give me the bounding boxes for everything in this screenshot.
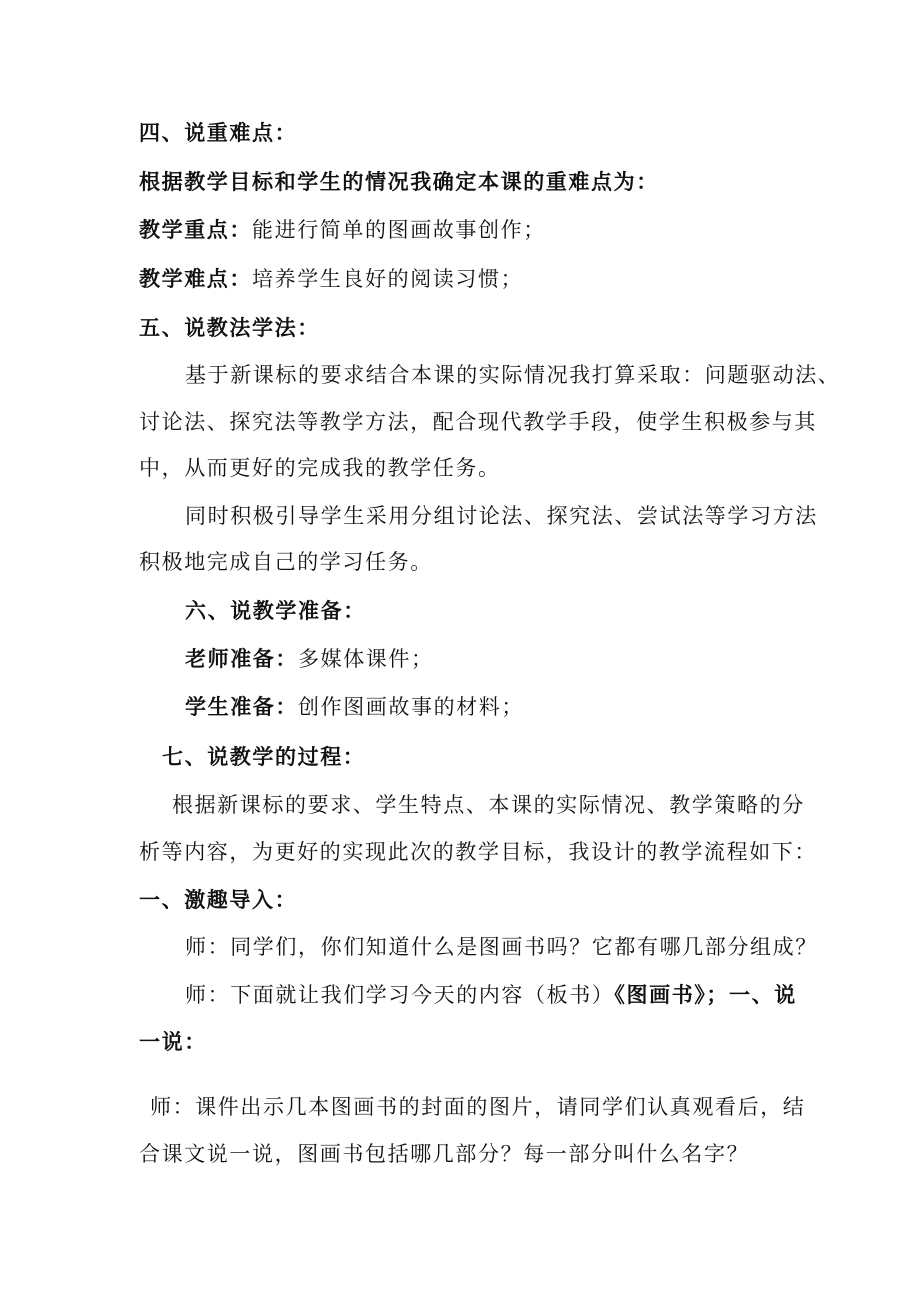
heading-section-7: 七、说教学的过程： xyxy=(162,744,366,769)
teacher-line-2-bold: 《图画书》；一、说 xyxy=(614,982,797,1007)
difficulty-line xyxy=(139,264,523,294)
teacher-line-2-continued: 一说： xyxy=(139,1029,207,1054)
teacher-line-3-2: 合课文说一说，图画书包括哪几部分？每一部分叫什么名字？ xyxy=(139,1142,750,1166)
teacher-prep-label: 老师准备： xyxy=(185,646,298,671)
key-point-text: 能进行简单的图画故事创作； xyxy=(252,218,546,242)
methods-paragraph-line-2: 讨论法、探究法等教学方法，配合现代教学手段，使学生积极参与其 xyxy=(139,410,817,434)
learning-paragraph-line-1: 同时积极引导学生采用分组讨论法、探究法、尝试法等学习方法 xyxy=(185,504,818,528)
methods-paragraph-line-3: 中，从而更好的完成我的教学任务。 xyxy=(139,456,501,480)
section-4-intro: 根据教学目标和学生的情况我确定本课的重难点为： xyxy=(139,169,659,194)
heading-section-5: 五、说教法学法： xyxy=(139,315,320,340)
process-paragraph-line-2: 析等内容，为更好的实现此次的教学目标，我设计的教学流程如下： xyxy=(139,840,817,864)
teacher-prep-text: 多媒体课件； xyxy=(298,647,434,671)
student-prep-label: 学生准备： xyxy=(185,694,298,719)
heading-sub-1: 一、激趣导入： xyxy=(139,887,298,912)
heading-section-4: 四、说重难点： xyxy=(139,120,298,145)
teacher-prep-line xyxy=(185,644,434,674)
learning-paragraph-line-2: 积极地完成自己的学习任务。 xyxy=(139,550,433,574)
heading-section-6: 六、说教学准备： xyxy=(185,598,366,623)
key-point-line xyxy=(139,215,546,245)
student-prep-line xyxy=(185,692,524,722)
difficulty-text: 培养学生良好的阅读习惯； xyxy=(252,267,524,291)
teacher-line-1: 师：同学们，你们知道什么是图画书吗？它都有哪几部分组成？ xyxy=(185,935,818,959)
process-paragraph-line-1: 根据新课标的要求、学生特点、本课的实际情况、教学策略的分 xyxy=(172,793,805,817)
student-prep-text: 创作图画故事的材料； xyxy=(298,695,524,719)
teacher-line-2-text: 师：下面就让我们学习今天的内容（板书） xyxy=(185,983,615,1007)
methods-paragraph-line-1: 基于新课标的要求结合本课的实际情况我打算采取：问题驱动法、 xyxy=(185,363,841,387)
difficulty-label: 教学难点： xyxy=(139,266,252,291)
key-point-label: 教学重点： xyxy=(139,217,252,242)
teacher-line-3-1: 师：课件出示几本图画书的封面的图片，请同学们认真观看后，结 xyxy=(150,1095,806,1119)
teacher-line-2 xyxy=(185,980,797,1010)
